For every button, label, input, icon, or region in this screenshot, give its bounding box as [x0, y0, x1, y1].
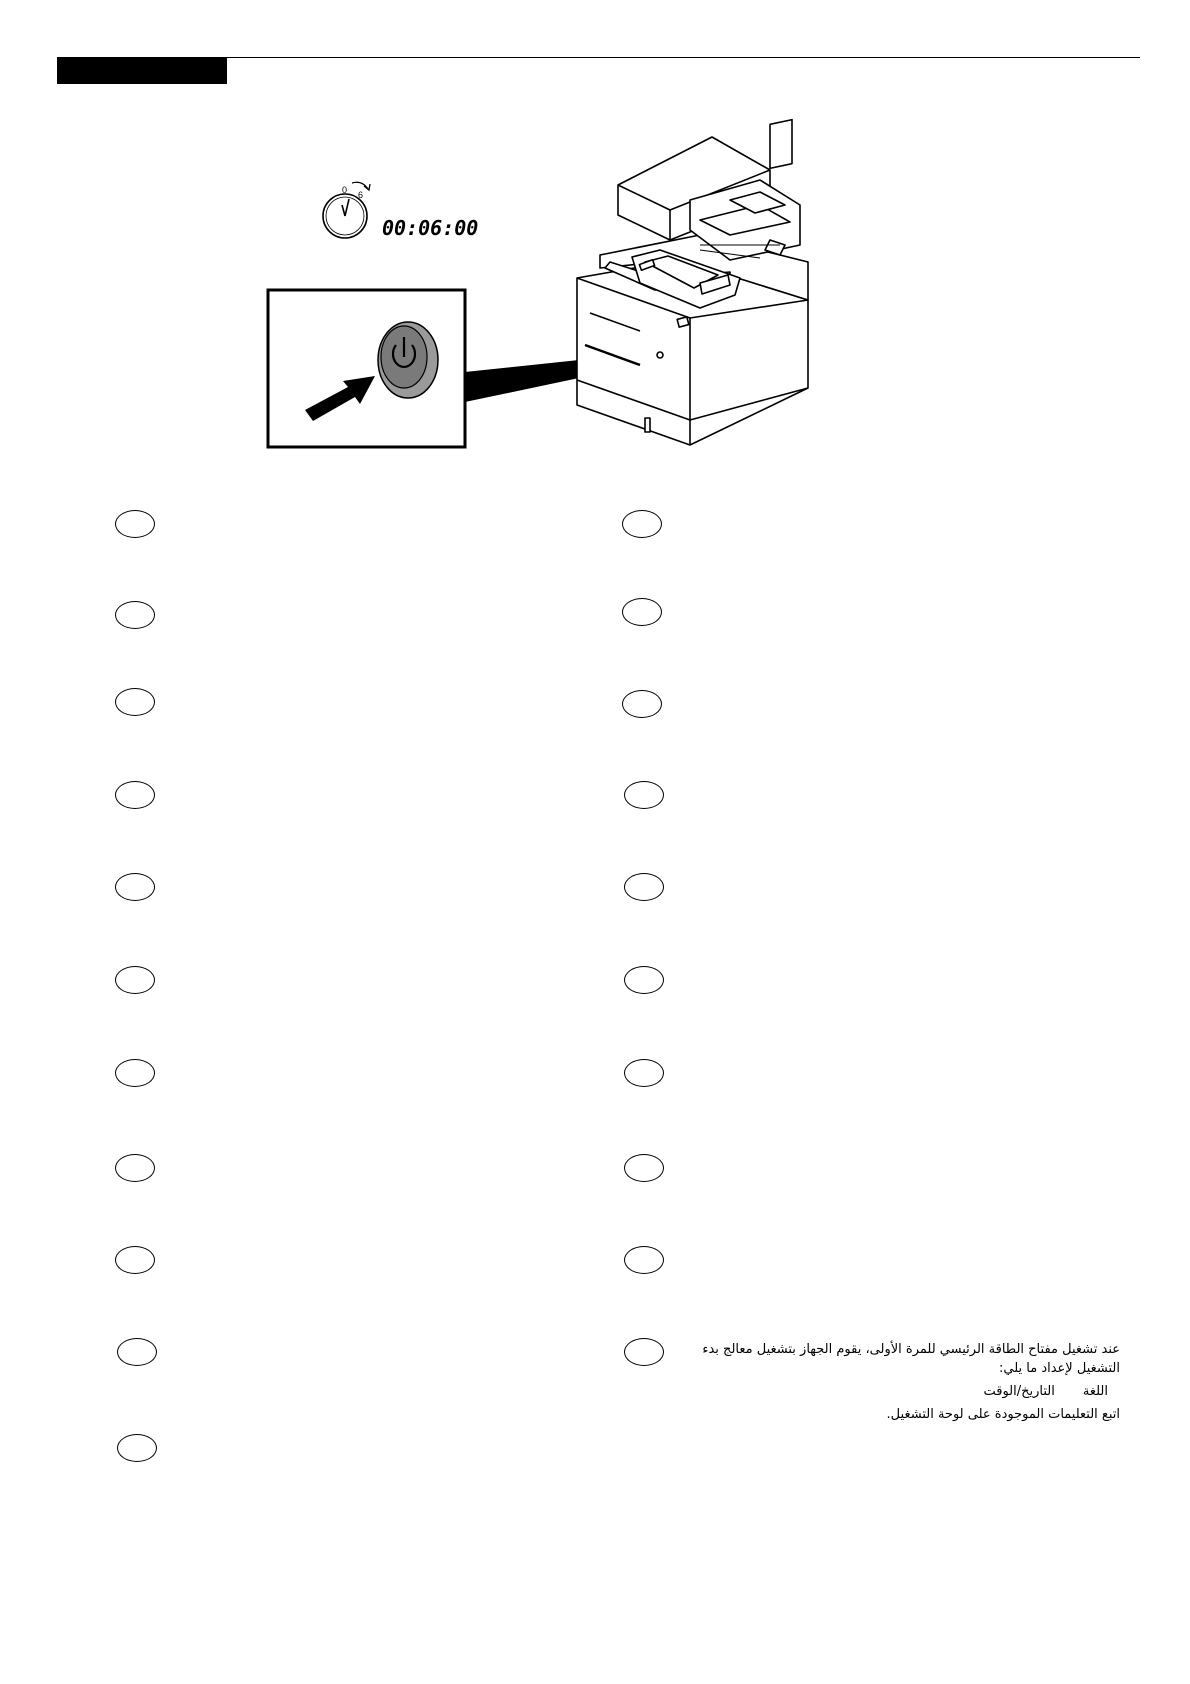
language-marker-right-4	[624, 781, 664, 809]
language-marker-right-8	[624, 1154, 664, 1182]
language-marker-right-10	[624, 1338, 664, 1366]
timer-display: 00:06:00	[382, 216, 479, 240]
power-icon	[378, 322, 438, 398]
arabic-line-follow: اتبع التعليمات الموجودة على لوحة التشغيل.	[886, 1407, 1120, 1422]
power-on-illustration	[0, 0, 1190, 470]
language-marker-left-8	[115, 1154, 155, 1182]
language-marker-left-11	[117, 1434, 157, 1462]
arabic-line-setup: التشغيل لإعداد ما يلي:	[999, 1361, 1120, 1376]
language-marker-right-7	[624, 1059, 664, 1087]
arabic-line-intro: عند تشغيل مفتاح الطاقة الرئيسي للمرة الأولى، يقوم الجهاز بتشغيل معالج بدء	[702, 1342, 1120, 1357]
language-marker-left-3	[115, 688, 155, 716]
language-marker-right-2	[622, 598, 662, 626]
language-marker-left-2	[115, 601, 155, 629]
option-datetime: التاريخ/الوقت	[983, 1384, 1055, 1399]
language-marker-left-9	[115, 1246, 155, 1274]
multifunction-printer-illustration	[577, 120, 808, 445]
language-marker-right-3	[622, 690, 662, 718]
language-marker-left-7	[115, 1059, 155, 1087]
language-marker-right-6	[624, 966, 664, 994]
option-language: اللغة	[1082, 1384, 1108, 1399]
language-marker-right-1	[622, 510, 662, 538]
language-marker-left-4	[115, 781, 155, 809]
arabic-instructions	[660, 1340, 1120, 1424]
language-marker-left-6	[115, 966, 155, 994]
language-marker-right-5	[624, 873, 664, 901]
stopwatch-dial-mark-0: 0	[342, 185, 348, 195]
language-marker-left-5	[115, 873, 155, 901]
language-marker-left-10	[117, 1338, 157, 1366]
language-marker-left-1	[115, 510, 155, 538]
language-marker-right-9	[624, 1246, 664, 1274]
arabic-setup-options	[660, 1382, 1120, 1401]
stopwatch-dial-mark-6: 6	[358, 190, 364, 200]
